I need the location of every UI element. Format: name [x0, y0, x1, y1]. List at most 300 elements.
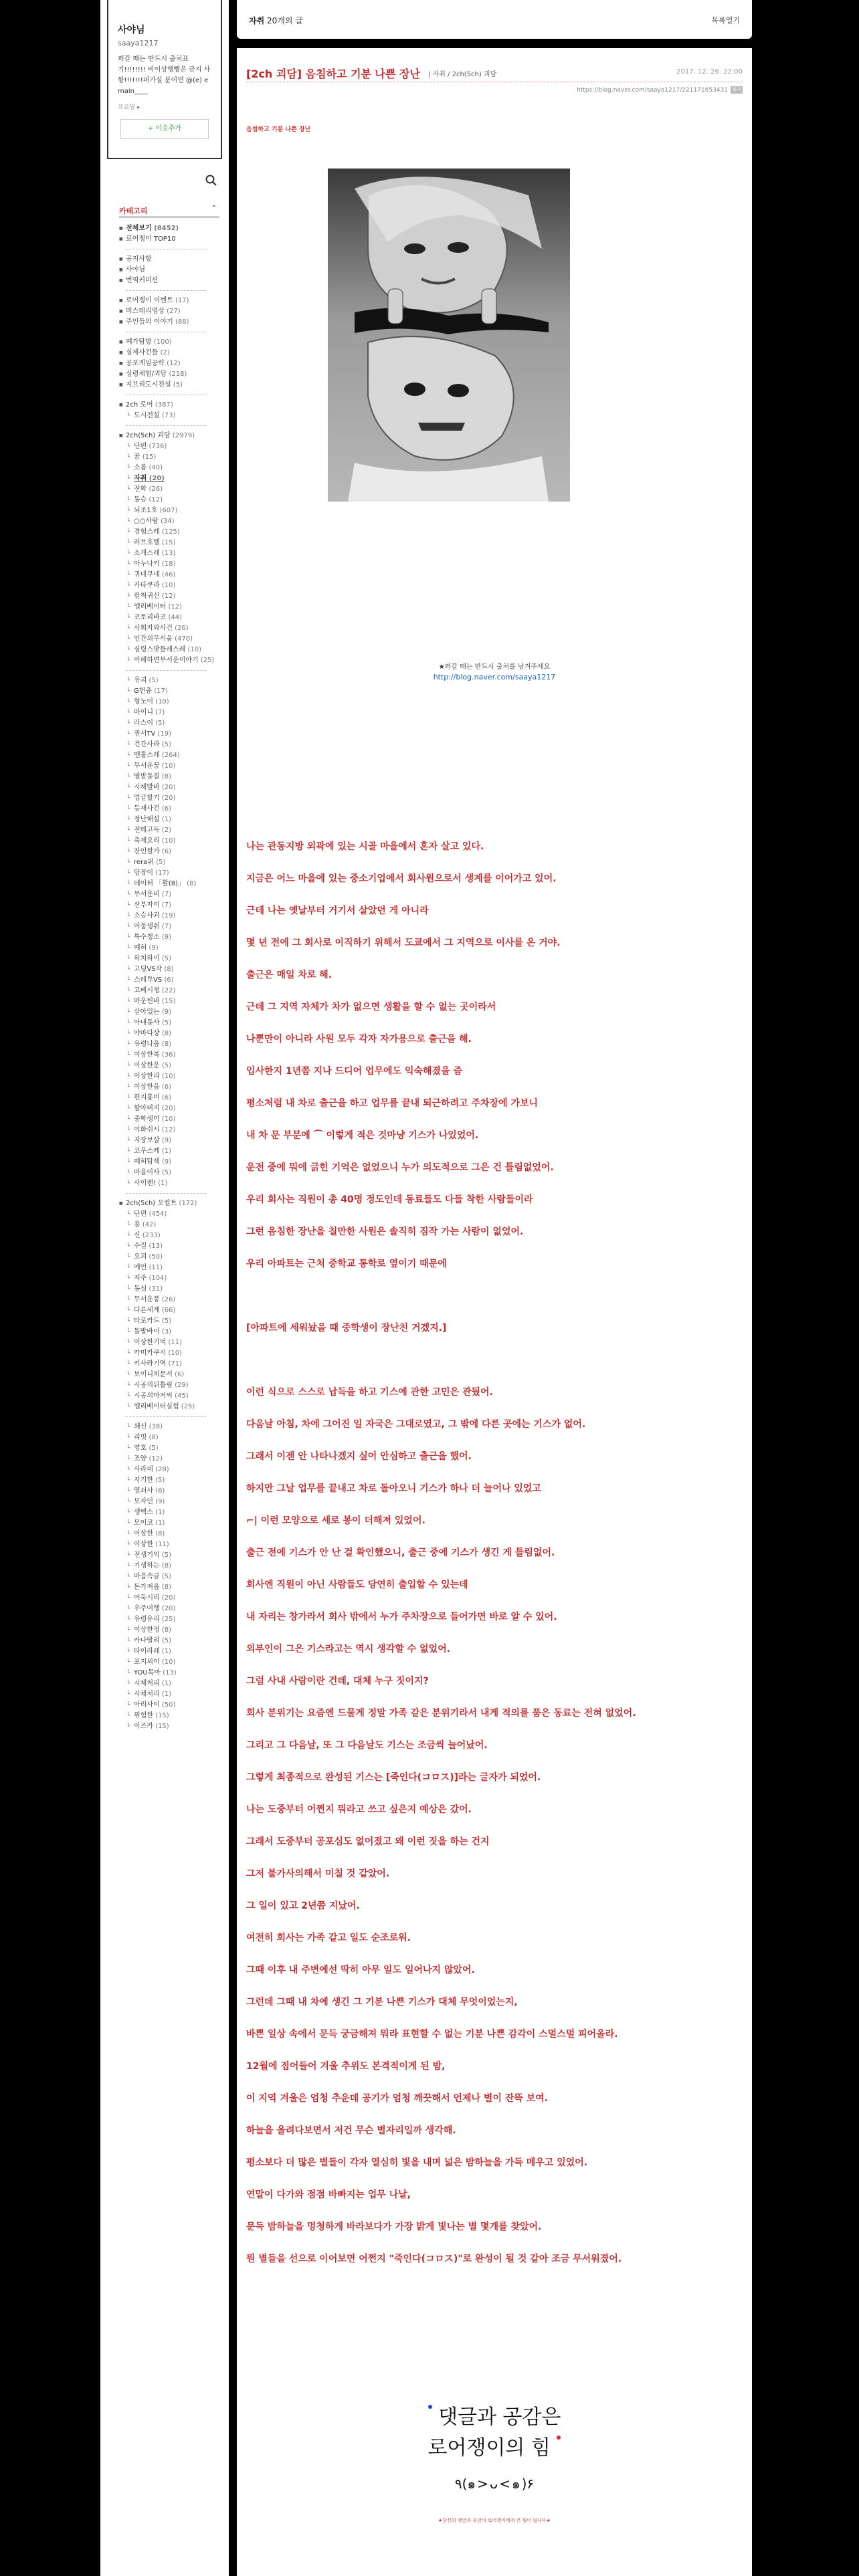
- category-item[interactable]: [119, 708, 221, 718]
- category-count: (20): [159, 1605, 176, 1612]
- body-line: 문득 밤하늘을 멍청하게 바라보다가 가장 밝게 빛나는 별 몇개를 찾았어.: [246, 2222, 542, 2232]
- category-item[interactable]: [119, 857, 221, 868]
- post-date: 2017. 12. 26. 22:00: [676, 68, 743, 76]
- post-count: [249, 15, 303, 26]
- category-item[interactable]: [119, 559, 221, 570]
- category-item[interactable]: [119, 484, 221, 495]
- category-label: 담장이: [134, 869, 153, 877]
- category-item[interactable]: [119, 1582, 221, 1593]
- category-count: (15): [159, 998, 176, 1005]
- category-item[interactable]: [119, 1071, 221, 1082]
- category-item[interactable]: [119, 1625, 221, 1636]
- category-item[interactable]: [119, 1486, 221, 1497]
- category-bullet-icon: └: [126, 561, 130, 568]
- category-item[interactable]: [119, 1093, 221, 1103]
- category-label: 자기한: [134, 1477, 153, 1484]
- category-item[interactable]: [119, 1284, 221, 1295]
- category-item[interactable]: [119, 686, 221, 697]
- category-bullet-icon: └: [126, 977, 130, 984]
- category-item[interactable]: [119, 1497, 221, 1507]
- category-count: (8): [159, 1584, 171, 1591]
- category-item[interactable]: [119, 761, 221, 772]
- category-item[interactable]: [119, 265, 221, 276]
- body-line: 그 일이 있고 2년쯤 지났어.: [246, 1901, 360, 1911]
- category-item[interactable]: [119, 411, 221, 421]
- category-label: 기생하는: [134, 1562, 160, 1570]
- category-count: (20): [159, 784, 176, 791]
- body-line: 근데 그 지역 자체가 차가 없으면 생활을 할 수 없는 곳이라서: [246, 1002, 496, 1012]
- category-item[interactable]: [119, 1443, 221, 1454]
- signature-line-2: 로어쟁이의 힘: [237, 2433, 752, 2464]
- category-item[interactable]: [119, 1711, 221, 1721]
- category-item[interactable]: [119, 1432, 221, 1443]
- category-label: 시공의아저씨: [134, 1392, 173, 1400]
- category-item[interactable]: [119, 718, 221, 729]
- category-item[interactable]: [119, 655, 221, 666]
- category-count: (104): [147, 1275, 167, 1282]
- category-item[interactable]: [119, 1327, 221, 1337]
- category-item[interactable]: [119, 1348, 221, 1359]
- category-item[interactable]: [119, 1539, 221, 1550]
- category-count: (10): [159, 837, 176, 845]
- category-item[interactable]: [119, 548, 221, 559]
- category-item[interactable]: [119, 954, 221, 964]
- category-label: 저주: [134, 1275, 147, 1282]
- category-item[interactable]: [119, 441, 221, 452]
- category-item[interactable]: [119, 750, 221, 761]
- category-count: (11): [147, 1264, 163, 1271]
- category-item[interactable]: [119, 1241, 221, 1252]
- category-count: (50): [147, 1253, 163, 1261]
- category-count: (9): [159, 934, 171, 941]
- body-line: 그럼 사내 사람이란 건데, 대체 누구 짓이지?: [246, 1676, 429, 1687]
- category-item[interactable]: [119, 793, 221, 804]
- category-count: (10): [159, 762, 176, 770]
- category-count: (10): [166, 1350, 183, 1357]
- category-count: (5): [153, 859, 166, 866]
- category-item[interactable]: [119, 729, 221, 740]
- category-label: 등재사건: [134, 805, 160, 813]
- category-item[interactable]: [119, 1370, 221, 1380]
- category-item[interactable]: [119, 815, 221, 825]
- category-item[interactable]: [119, 473, 221, 484]
- category-label: 마이니: [134, 709, 153, 716]
- category-item[interactable]: [119, 623, 221, 634]
- category-label: 포지외이: [134, 1658, 160, 1666]
- category-label: 조양: [134, 1455, 147, 1463]
- category-label: 건간사라: [134, 741, 160, 748]
- category-bullet-icon: └: [126, 795, 130, 802]
- category-count: (10): [159, 582, 176, 589]
- category-item[interactable]: [119, 348, 221, 358]
- category-item[interactable]: [119, 1475, 221, 1486]
- category-count: (12): [147, 1455, 163, 1463]
- category-bullet-icon: └: [126, 657, 130, 664]
- category-item[interactable]: [119, 1050, 221, 1061]
- category-item[interactable]: [119, 1657, 221, 1668]
- category-item[interactable]: [119, 889, 221, 900]
- category-item[interactable]: [119, 1082, 221, 1093]
- category-bullet-icon: └: [126, 870, 130, 877]
- category-bullet-icon: └: [126, 731, 130, 738]
- category-item[interactable]: [119, 847, 221, 857]
- search-icon[interactable]: [205, 174, 218, 187]
- category-item[interactable]: [119, 570, 221, 580]
- category-bullet-icon: └: [126, 1052, 130, 1059]
- category-label: 중학생이: [134, 1115, 160, 1123]
- category-item[interactable]: [119, 645, 221, 655]
- category-label: 전화: [134, 486, 147, 493]
- category-item[interactable]: [119, 369, 221, 380]
- category-label: 경험스레: [134, 528, 160, 536]
- category-count: (8): [162, 966, 174, 973]
- category-bullet-icon: └: [126, 934, 130, 941]
- category-item[interactable]: [119, 254, 221, 265]
- category-label: 고딩VS작: [134, 966, 163, 973]
- category-count: (34): [158, 518, 175, 525]
- category-bullet-icon: ■: [119, 278, 123, 283]
- body-line: 몇 년 전에 그 회사로 이직하기 위해서 도쿄에서 그 지역으로 이사를 온 거야.: [246, 938, 561, 948]
- category-item[interactable]: [119, 591, 221, 602]
- category-item[interactable]: [119, 804, 221, 815]
- blog-link[interactable]: http://blog.naver.com/saaya1217: [433, 673, 556, 681]
- category-item[interactable]: [119, 943, 221, 954]
- category-label: 요괴: [134, 1253, 147, 1261]
- category-item[interactable]: [119, 1518, 221, 1529]
- category-item[interactable]: [119, 1039, 221, 1050]
- category-label: 마을이사: [134, 1169, 160, 1176]
- category-item[interactable]: [119, 1252, 221, 1263]
- category-item[interactable]: [119, 1572, 221, 1582]
- category-label: 우주여행: [134, 1605, 160, 1612]
- url-copy-button[interactable]: 복사: [731, 86, 743, 94]
- category-item[interactable]: [119, 1721, 221, 1732]
- category-label: 이상한: [134, 1541, 153, 1548]
- category-item[interactable]: [119, 1593, 221, 1604]
- category-count: (17): [173, 297, 189, 304]
- category-item[interactable]: [119, 1380, 221, 1391]
- category-item[interactable]: [119, 538, 221, 548]
- category-count: (29): [172, 1382, 189, 1389]
- category-bullet-icon: └: [126, 827, 130, 834]
- category-item[interactable]: [119, 358, 221, 369]
- category-count: (73): [159, 412, 176, 419]
- category-bullet-icon: └: [126, 913, 130, 920]
- category-item[interactable]: [119, 1679, 221, 1689]
- post-category-path[interactable]: | 자취 / 2ch(5ch) 괴담: [428, 71, 497, 78]
- category-bullet-icon: └: [126, 806, 130, 813]
- category-header[interactable]: [119, 203, 219, 217]
- category-item[interactable]: [119, 825, 221, 836]
- category-item[interactable]: [119, 1561, 221, 1572]
- category-item[interactable]: [119, 463, 221, 473]
- category-count: (20): [159, 1594, 176, 1602]
- post-title[interactable]: [2ch 괴담] 음침하고 기분 나쁜 장난: [246, 68, 420, 80]
- category-item[interactable]: [119, 740, 221, 750]
- category-label: 돌발바이: [134, 1328, 160, 1335]
- category-bullet-icon: └: [126, 1095, 130, 1101]
- category-count: (8): [184, 880, 197, 887]
- category-item[interactable]: [119, 602, 221, 613]
- category-label: 야마다상: [134, 1030, 160, 1037]
- category-item[interactable]: [119, 1337, 221, 1348]
- category-count: (5): [159, 1637, 171, 1644]
- category-item[interactable]: [119, 996, 221, 1007]
- category-divider: [126, 1416, 206, 1418]
- category-item[interactable]: [119, 922, 221, 932]
- category-item[interactable]: [119, 1689, 221, 1700]
- category-item[interactable]: [119, 986, 221, 996]
- category-label: 리밋: [134, 1434, 147, 1441]
- category-count: (22): [159, 987, 176, 994]
- category-bullet-icon: └: [126, 774, 130, 780]
- category-bullet-icon: ■: [119, 226, 123, 231]
- category-label: 이해하면무서운이야기: [134, 657, 199, 664]
- profile-intro: 퍼갈 때는 반드시 출처표기!!!!!!!! 비이상행빵은 금지 사항!!!!!!!퍼가실 분이면 @(e) emain____: [118, 56, 211, 95]
- category-item[interactable]: [119, 675, 221, 686]
- category-count: (100): [151, 338, 172, 346]
- category-item[interactable]: [119, 234, 221, 245]
- post-photo[interactable]: [328, 169, 570, 502]
- category-label: 히치하이: [134, 955, 160, 962]
- category-count: (6): [153, 1487, 165, 1495]
- category-label: 도시전설: [134, 412, 160, 419]
- body-line: 근데 나는 옛날부터 거기서 살았던 게 아니라: [246, 905, 429, 916]
- category-count: (233): [140, 1232, 161, 1239]
- category-count: (6): [159, 805, 171, 813]
- category-count: (5): [159, 1573, 171, 1580]
- category-item[interactable]: [119, 964, 221, 975]
- category-item[interactable]: [119, 516, 221, 527]
- category-bullet-icon: └: [126, 1488, 130, 1495]
- category-item[interactable]: [119, 1465, 221, 1475]
- category-item[interactable]: [119, 1316, 221, 1327]
- category-item[interactable]: [119, 1550, 221, 1561]
- category-item[interactable]: [119, 1636, 221, 1646]
- category-count: (7): [159, 901, 171, 909]
- category-item[interactable]: [119, 276, 221, 286]
- category-item[interactable]: [119, 1061, 221, 1071]
- category-count: (9): [159, 1158, 171, 1166]
- category-count: (11): [153, 1541, 169, 1548]
- category-item[interactable]: [119, 1305, 221, 1316]
- category-bullet-icon: └: [126, 998, 130, 1005]
- post-url[interactable]: https://blog.naver.com/saaya1217/221171653431: [577, 87, 728, 94]
- category-item[interactable]: [119, 1230, 221, 1241]
- category-item[interactable]: [119, 932, 221, 943]
- category-item[interactable]: [119, 306, 221, 317]
- body-line: 그저 불가사의해서 미칠 것 같았어.: [246, 1868, 390, 1879]
- category-divider: [126, 670, 206, 671]
- category-item[interactable]: [119, 1168, 221, 1178]
- category-count: (2979): [170, 432, 195, 439]
- category-count: (10): [153, 698, 169, 706]
- category-item[interactable]: [119, 782, 221, 793]
- body-line: 나뿐만이 아니라 사원 모두 각자 자가용으로 출근을 해.: [246, 1034, 472, 1045]
- category-item[interactable]: [119, 1198, 221, 1209]
- category-item[interactable]: [119, 879, 221, 889]
- category-item[interactable]: [119, 900, 221, 911]
- category-label: 아리사이: [134, 1701, 160, 1709]
- category-label: 실제사건들: [126, 349, 159, 356]
- category-bullet-icon: ■: [119, 1201, 123, 1206]
- red-dot-icon: [557, 2436, 561, 2440]
- category-label: 무서운풍: [134, 1296, 160, 1303]
- category-count: (1): [159, 1148, 171, 1155]
- category-count: (1): [159, 1680, 171, 1687]
- add-neighbor-button[interactable]: + 이웃추가: [120, 119, 209, 139]
- category-label: 시체처리: [134, 1691, 160, 1698]
- blue-dot-icon: [428, 2405, 432, 2409]
- category-item[interactable]: [119, 1029, 221, 1039]
- category-item[interactable]: [119, 1454, 221, 1465]
- profile-link[interactable]: 프로필 ▸: [118, 104, 140, 111]
- category-item[interactable]: [119, 506, 221, 516]
- category-label: 어둑시리: [134, 1594, 160, 1602]
- category-bullet-icon: └: [126, 956, 130, 962]
- category-item[interactable]: [119, 337, 221, 348]
- category-item[interactable]: [119, 1007, 221, 1018]
- category-item[interactable]: [119, 1295, 221, 1305]
- category-label: 전메고독: [134, 827, 160, 834]
- category-item[interactable]: [119, 1114, 221, 1125]
- category-item[interactable]: [119, 1209, 221, 1220]
- category-bullet-icon: └: [126, 710, 130, 716]
- category-item[interactable]: [119, 580, 221, 591]
- category-item[interactable]: [119, 975, 221, 986]
- profile-nickname[interactable]: 사야님: [118, 25, 145, 35]
- category-bullet-icon: └: [126, 1073, 130, 1080]
- category-item[interactable]: [119, 1220, 221, 1230]
- list-toggle-button[interactable]: 목록열기: [711, 16, 740, 25]
- category-item[interactable]: [119, 1125, 221, 1136]
- category-item[interactable]: [119, 1146, 221, 1157]
- category-bullet-icon: └: [126, 688, 130, 695]
- category-item[interactable]: [119, 911, 221, 922]
- category-item[interactable]: [119, 1507, 221, 1518]
- category-item[interactable]: [119, 400, 221, 411]
- category-count: (17): [153, 869, 169, 877]
- category-count: (7): [159, 923, 171, 930]
- category-item[interactable]: [119, 317, 221, 328]
- category-label: 살아있는: [134, 1008, 160, 1016]
- body-line: 평소보다 더 많은 별들이 각자 열심히 빛을 내며 넓은 밤하늘을 가득 메우고 있었어.: [246, 2157, 588, 2168]
- category-label: 사야님: [126, 266, 145, 274]
- category-label: 폐가탐방: [126, 338, 152, 346]
- category-label: 폐허탐색: [134, 1158, 160, 1166]
- category-count: (10): [159, 1115, 176, 1123]
- category-item[interactable]: [119, 223, 221, 234]
- category-bullet-icon: └: [126, 1286, 130, 1293]
- category-bullet-icon: └: [126, 1307, 130, 1314]
- category-count: (19): [155, 730, 171, 738]
- category-count: (25): [179, 1403, 195, 1410]
- category-bullet-icon: └: [126, 486, 130, 493]
- category-count: (38): [147, 1423, 163, 1430]
- category-label: 키사라기역: [134, 1360, 167, 1368]
- category-bullet-icon: └: [126, 1606, 130, 1612]
- category-item[interactable]: [119, 1529, 221, 1539]
- category-label: 코토리바코: [134, 614, 167, 621]
- category-label: 카타쿠라: [134, 582, 160, 589]
- category-item[interactable]: [119, 1136, 221, 1146]
- category-count: (25): [159, 1616, 176, 1623]
- category-item[interactable]: [119, 697, 221, 708]
- category-count: (6): [159, 848, 171, 855]
- category-item[interactable]: [119, 1668, 221, 1679]
- category-item[interactable]: [119, 1402, 221, 1412]
- category-item[interactable]: [119, 1103, 221, 1114]
- category-item[interactable]: [119, 1273, 221, 1284]
- category-item[interactable]: [119, 380, 221, 391]
- category-bullet-icon: └: [126, 1713, 130, 1719]
- category-count: (15): [159, 539, 176, 546]
- category-bullet-icon: └: [126, 625, 130, 632]
- category-item[interactable]: [119, 1646, 221, 1657]
- category-count: (27): [164, 308, 181, 315]
- category-label: G헌충: [134, 687, 153, 695]
- category-label: 열쇠사: [134, 1487, 153, 1495]
- category-item[interactable]: [119, 431, 221, 441]
- category-item[interactable]: [119, 1178, 221, 1189]
- category-item[interactable]: [119, 772, 221, 782]
- category-item[interactable]: [119, 1700, 221, 1711]
- category-item[interactable]: [119, 868, 221, 879]
- category-label: 어둠생쉬: [134, 923, 160, 930]
- category-item[interactable]: [119, 634, 221, 645]
- category-label: 스레투VS: [134, 976, 163, 984]
- category-item[interactable]: [119, 1604, 221, 1614]
- signature-emoticon: ٩(๑>ᴗ<๑)۶: [454, 2476, 535, 2492]
- category-label: 엘리베이터: [134, 603, 167, 611]
- category-item[interactable]: [119, 1263, 221, 1273]
- category-item[interactable]: [119, 296, 221, 306]
- body-line: 지금은 어느 마을에 있는 중소기업에서 회사원으로서 생계를 이어가고 있어.: [246, 873, 557, 884]
- category-count: (25): [198, 657, 215, 664]
- category-bullet-icon: └: [126, 1105, 130, 1112]
- category-item[interactable]: [119, 1391, 221, 1402]
- category-label: 수질: [134, 1243, 147, 1250]
- category-item[interactable]: [119, 1157, 221, 1168]
- category-count: (11): [166, 1339, 183, 1346]
- category-label: 사회자와사건: [134, 625, 173, 632]
- body-line: 하지만 그날 업무를 끝내고 차로 돌아오니 기스가 하나 더 늘어나 있었고: [246, 1483, 541, 1494]
- category-label: 타로카드: [134, 1317, 160, 1325]
- category-bullet-icon: └: [126, 1638, 130, 1644]
- category-label: 심령체험/괴담: [126, 370, 167, 378]
- category-item[interactable]: [119, 527, 221, 538]
- body-line: 출근은 매일 차로 해.: [246, 970, 332, 980]
- body-line: 내 차 문 부분에 ⌒ 이렇게 적은 것마냥 기스가 나있었어.: [246, 1130, 479, 1141]
- category-item[interactable]: [119, 452, 221, 463]
- category-item[interactable]: [119, 613, 221, 623]
- category-bullet-icon: └: [126, 924, 130, 930]
- category-item[interactable]: [119, 836, 221, 847]
- category-count: (45): [172, 1392, 189, 1400]
- category-item[interactable]: [119, 1422, 221, 1432]
- category-count: (42): [140, 1221, 157, 1228]
- category-item[interactable]: [119, 495, 221, 506]
- category-bullet-icon: └: [126, 1297, 130, 1303]
- category-label: 이상한: [134, 1530, 153, 1537]
- category-item[interactable]: [119, 1359, 221, 1370]
- category-item[interactable]: [119, 1018, 221, 1029]
- chevron-up-icon[interactable]: ⌃: [211, 205, 217, 212]
- category-bullet-icon: └: [126, 529, 130, 536]
- category-item[interactable]: [119, 1614, 221, 1625]
- category-count: (8): [147, 1434, 159, 1441]
- category-bullet-icon: └: [126, 1616, 130, 1623]
